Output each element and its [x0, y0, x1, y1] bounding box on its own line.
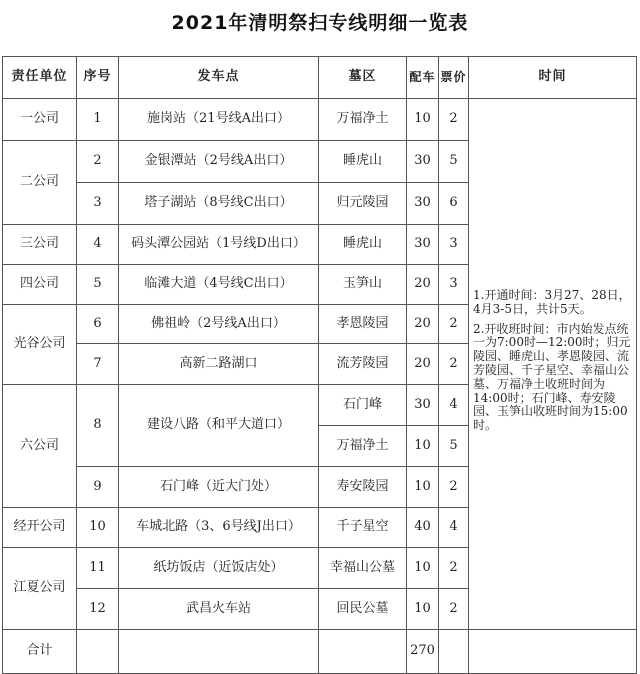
- station-cell: 武昌火车站: [119, 589, 319, 630]
- no-cell: 2: [77, 141, 119, 183]
- no-cell: 11: [77, 548, 119, 589]
- unit-cell: 经开公司: [3, 508, 77, 548]
- unit-cell: 二公司: [3, 141, 77, 225]
- no-cell: 3: [77, 183, 119, 225]
- price-cell: 4: [439, 385, 469, 426]
- price-cell: 2: [439, 99, 469, 141]
- price-cell: 2: [439, 589, 469, 630]
- cemetery-cell: 睡虎山: [319, 225, 407, 265]
- total-empty: [439, 630, 469, 674]
- cars-cell: 30: [407, 141, 439, 183]
- time-notes-cell: [469, 99, 637, 630]
- cars-cell: 30: [407, 225, 439, 265]
- station-cell: 金银潭站（2号线A出口）: [119, 141, 319, 183]
- station-cell: 高新二路湖口: [119, 344, 319, 385]
- no-cell: 7: [77, 344, 119, 385]
- price-cell: 5: [439, 141, 469, 183]
- cemetery-cell: 石门峰: [319, 385, 407, 426]
- total-label: 合计: [3, 630, 77, 674]
- unit-cell: 四公司: [3, 265, 77, 305]
- cars-cell: 10: [407, 548, 439, 589]
- station-cell: 建设八路（和平大道口）: [119, 385, 319, 467]
- header-time: 时间: [469, 57, 637, 99]
- no-cell: 4: [77, 225, 119, 265]
- station-cell: 佛祖岭（2号线A出口）: [119, 305, 319, 344]
- cemetery-cell: 万福净土: [319, 426, 407, 467]
- price-cell: 2: [439, 548, 469, 589]
- time-note-2: 2.开收班时间：市内始发点统一为7:00时—12:00时；归元陵园、睡虎山、孝恩陵园、流芳陵园、千子星空、幸福山公墓、万福净土收班时间为14:00时；石门峰、寿安陵园、玉笋山收班时间为15:00时。: [473, 321, 631, 433]
- no-cell: 1: [77, 99, 119, 141]
- cemetery-cell: 归元陵园: [319, 183, 407, 225]
- no-cell: 9: [77, 467, 119, 508]
- cars-cell: 10: [407, 589, 439, 630]
- header-cemetery: 墓区: [319, 57, 407, 99]
- schedule-table: [2, 56, 637, 674]
- header-row: [3, 57, 637, 99]
- station-cell: 车城北路（3、6号线J出口）: [119, 508, 319, 548]
- cemetery-cell: 睡虎山: [319, 141, 407, 183]
- price-cell: 5: [439, 426, 469, 467]
- no-cell: 10: [77, 508, 119, 548]
- cemetery-cell: 万福净土: [319, 99, 407, 141]
- unit-cell: 一公司: [3, 99, 77, 141]
- cemetery-cell: 幸福山公墓: [319, 548, 407, 589]
- total-empty: [119, 630, 319, 674]
- time-note-1: 1.开通时间：3月27、28日，4月3-5日，共计5天。: [473, 288, 631, 316]
- cars-cell: 30: [407, 385, 439, 426]
- station-cell: 石门峰（近大门处）: [119, 467, 319, 508]
- cars-cell: 40: [407, 508, 439, 548]
- station-cell: 施岗站（21号线A出口）: [119, 99, 319, 141]
- cemetery-cell: 寿安陵园: [319, 467, 407, 508]
- page-title: 2021年清明祭扫专线明细一览表: [171, 12, 469, 34]
- header-price: 票价: [439, 57, 469, 99]
- cars-cell: 20: [407, 265, 439, 305]
- cemetery-cell: 流芳陵园: [319, 344, 407, 385]
- header-unit: 责任单位: [3, 57, 77, 99]
- cemetery-cell: 回民公墓: [319, 589, 407, 630]
- station-cell: 纸坊饭店（近饭店处）: [119, 548, 319, 589]
- header-no: 序号: [77, 57, 119, 99]
- price-cell: 2: [439, 305, 469, 344]
- cars-cell: 30: [407, 183, 439, 225]
- station-cell: 塔子湖站（8号线C出口）: [119, 183, 319, 225]
- unit-cell: 六公司: [3, 385, 77, 508]
- cars-cell: 10: [407, 426, 439, 467]
- total-empty: [77, 630, 119, 674]
- table-row: [3, 99, 637, 141]
- price-cell: 3: [439, 265, 469, 305]
- total-empty: [469, 630, 637, 674]
- price-cell: 4: [439, 508, 469, 548]
- cars-cell: 20: [407, 305, 439, 344]
- header-cars: 配车: [407, 57, 439, 99]
- no-cell: 8: [77, 385, 119, 467]
- no-cell: 6: [77, 305, 119, 344]
- no-cell: 5: [77, 265, 119, 305]
- cars-cell: 20: [407, 344, 439, 385]
- no-cell: 12: [77, 589, 119, 630]
- price-cell: 2: [439, 467, 469, 508]
- station-cell: 临滩大道（4号线C出口）: [119, 265, 319, 305]
- unit-cell: 光谷公司: [3, 305, 77, 385]
- header-station: 发车点: [119, 57, 319, 99]
- total-row: [3, 630, 637, 674]
- price-cell: 2: [439, 344, 469, 385]
- price-cell: 6: [439, 183, 469, 225]
- cemetery-cell: 玉笋山: [319, 265, 407, 305]
- unit-cell: 三公司: [3, 225, 77, 265]
- total-empty: [319, 630, 407, 674]
- cemetery-cell: 孝恩陵园: [319, 305, 407, 344]
- station-cell: 码头潭公园站（1号线D出口）: [119, 225, 319, 265]
- total-cars: 270: [407, 630, 439, 674]
- unit-cell: 江夏公司: [3, 548, 77, 630]
- cemetery-cell: 千子星空: [319, 508, 407, 548]
- price-cell: 3: [439, 225, 469, 265]
- cars-cell: 10: [407, 99, 439, 141]
- cars-cell: 10: [407, 467, 439, 508]
